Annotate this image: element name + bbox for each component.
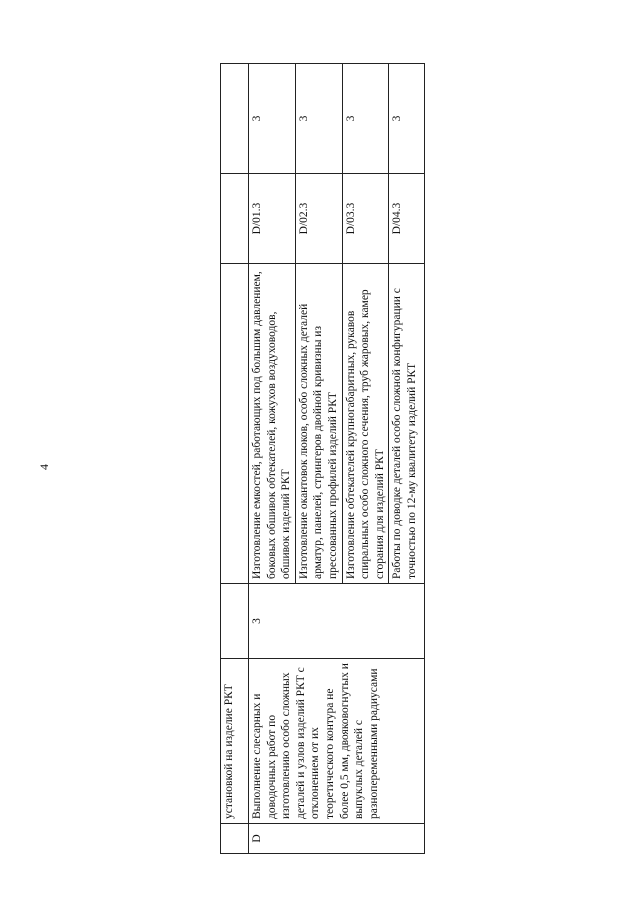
- table-cell: [221, 584, 249, 659]
- generalized-function-code: D: [249, 824, 425, 854]
- labor-function-level: 3: [389, 64, 425, 174]
- labor-function-name: Изготовление емкостей, работающих под большим давлением, боковых обшивок обтекателей, кожухов воздуховодов, обшивок изделий РКТ: [249, 264, 296, 584]
- labor-function-code: D/01.3: [249, 174, 296, 264]
- table-row: [249, 64, 296, 854]
- labor-function-level: 3: [295, 64, 342, 174]
- table-cell: [221, 824, 249, 854]
- qualification-level: 3: [249, 584, 425, 659]
- labor-function-level: 3: [249, 64, 296, 174]
- table-row: [221, 64, 249, 854]
- labor-function-name: Изготовление обтекателей крупногабаритных, рукавов спиральных особо сложного сечения, труб жаровых, камер сгорания для изделий РКТ: [342, 264, 389, 584]
- generalized-function-name: Выполнение слесарных и доводочных работ по изготовлению особо сложных деталей и узлов изделий РКТ с отклонением от их теоретического контура не более 0,5 мм, двояковогнутых и выпуклых деталей с разнопеременными радиусами: [249, 659, 425, 824]
- table-cell: [221, 264, 249, 584]
- labor-function-code: D/04.3: [389, 174, 425, 264]
- labor-function-level: 3: [342, 64, 389, 174]
- rotated-table-container: [220, 64, 420, 854]
- page-number: 4: [37, 464, 51, 470]
- labor-function-code: D/02.3: [295, 174, 342, 264]
- labor-function-name: Изготовление окантовок люков, особо сложных деталей арматур, панелей, стрингеров двойной кривизны из прессованных профилей изделий РКТ: [295, 264, 342, 584]
- table-cell: [221, 64, 249, 174]
- functions-table: [220, 63, 425, 854]
- table-cell: [221, 174, 249, 264]
- labor-function-code: D/03.3: [342, 174, 389, 264]
- labor-function-name: Работы по доводке деталей особо сложной конфигурации с точностью по 12-му квалитету изделий РКТ: [389, 264, 425, 584]
- generalized-function-name-continuation: установкой на изделие РКТ: [221, 659, 249, 824]
